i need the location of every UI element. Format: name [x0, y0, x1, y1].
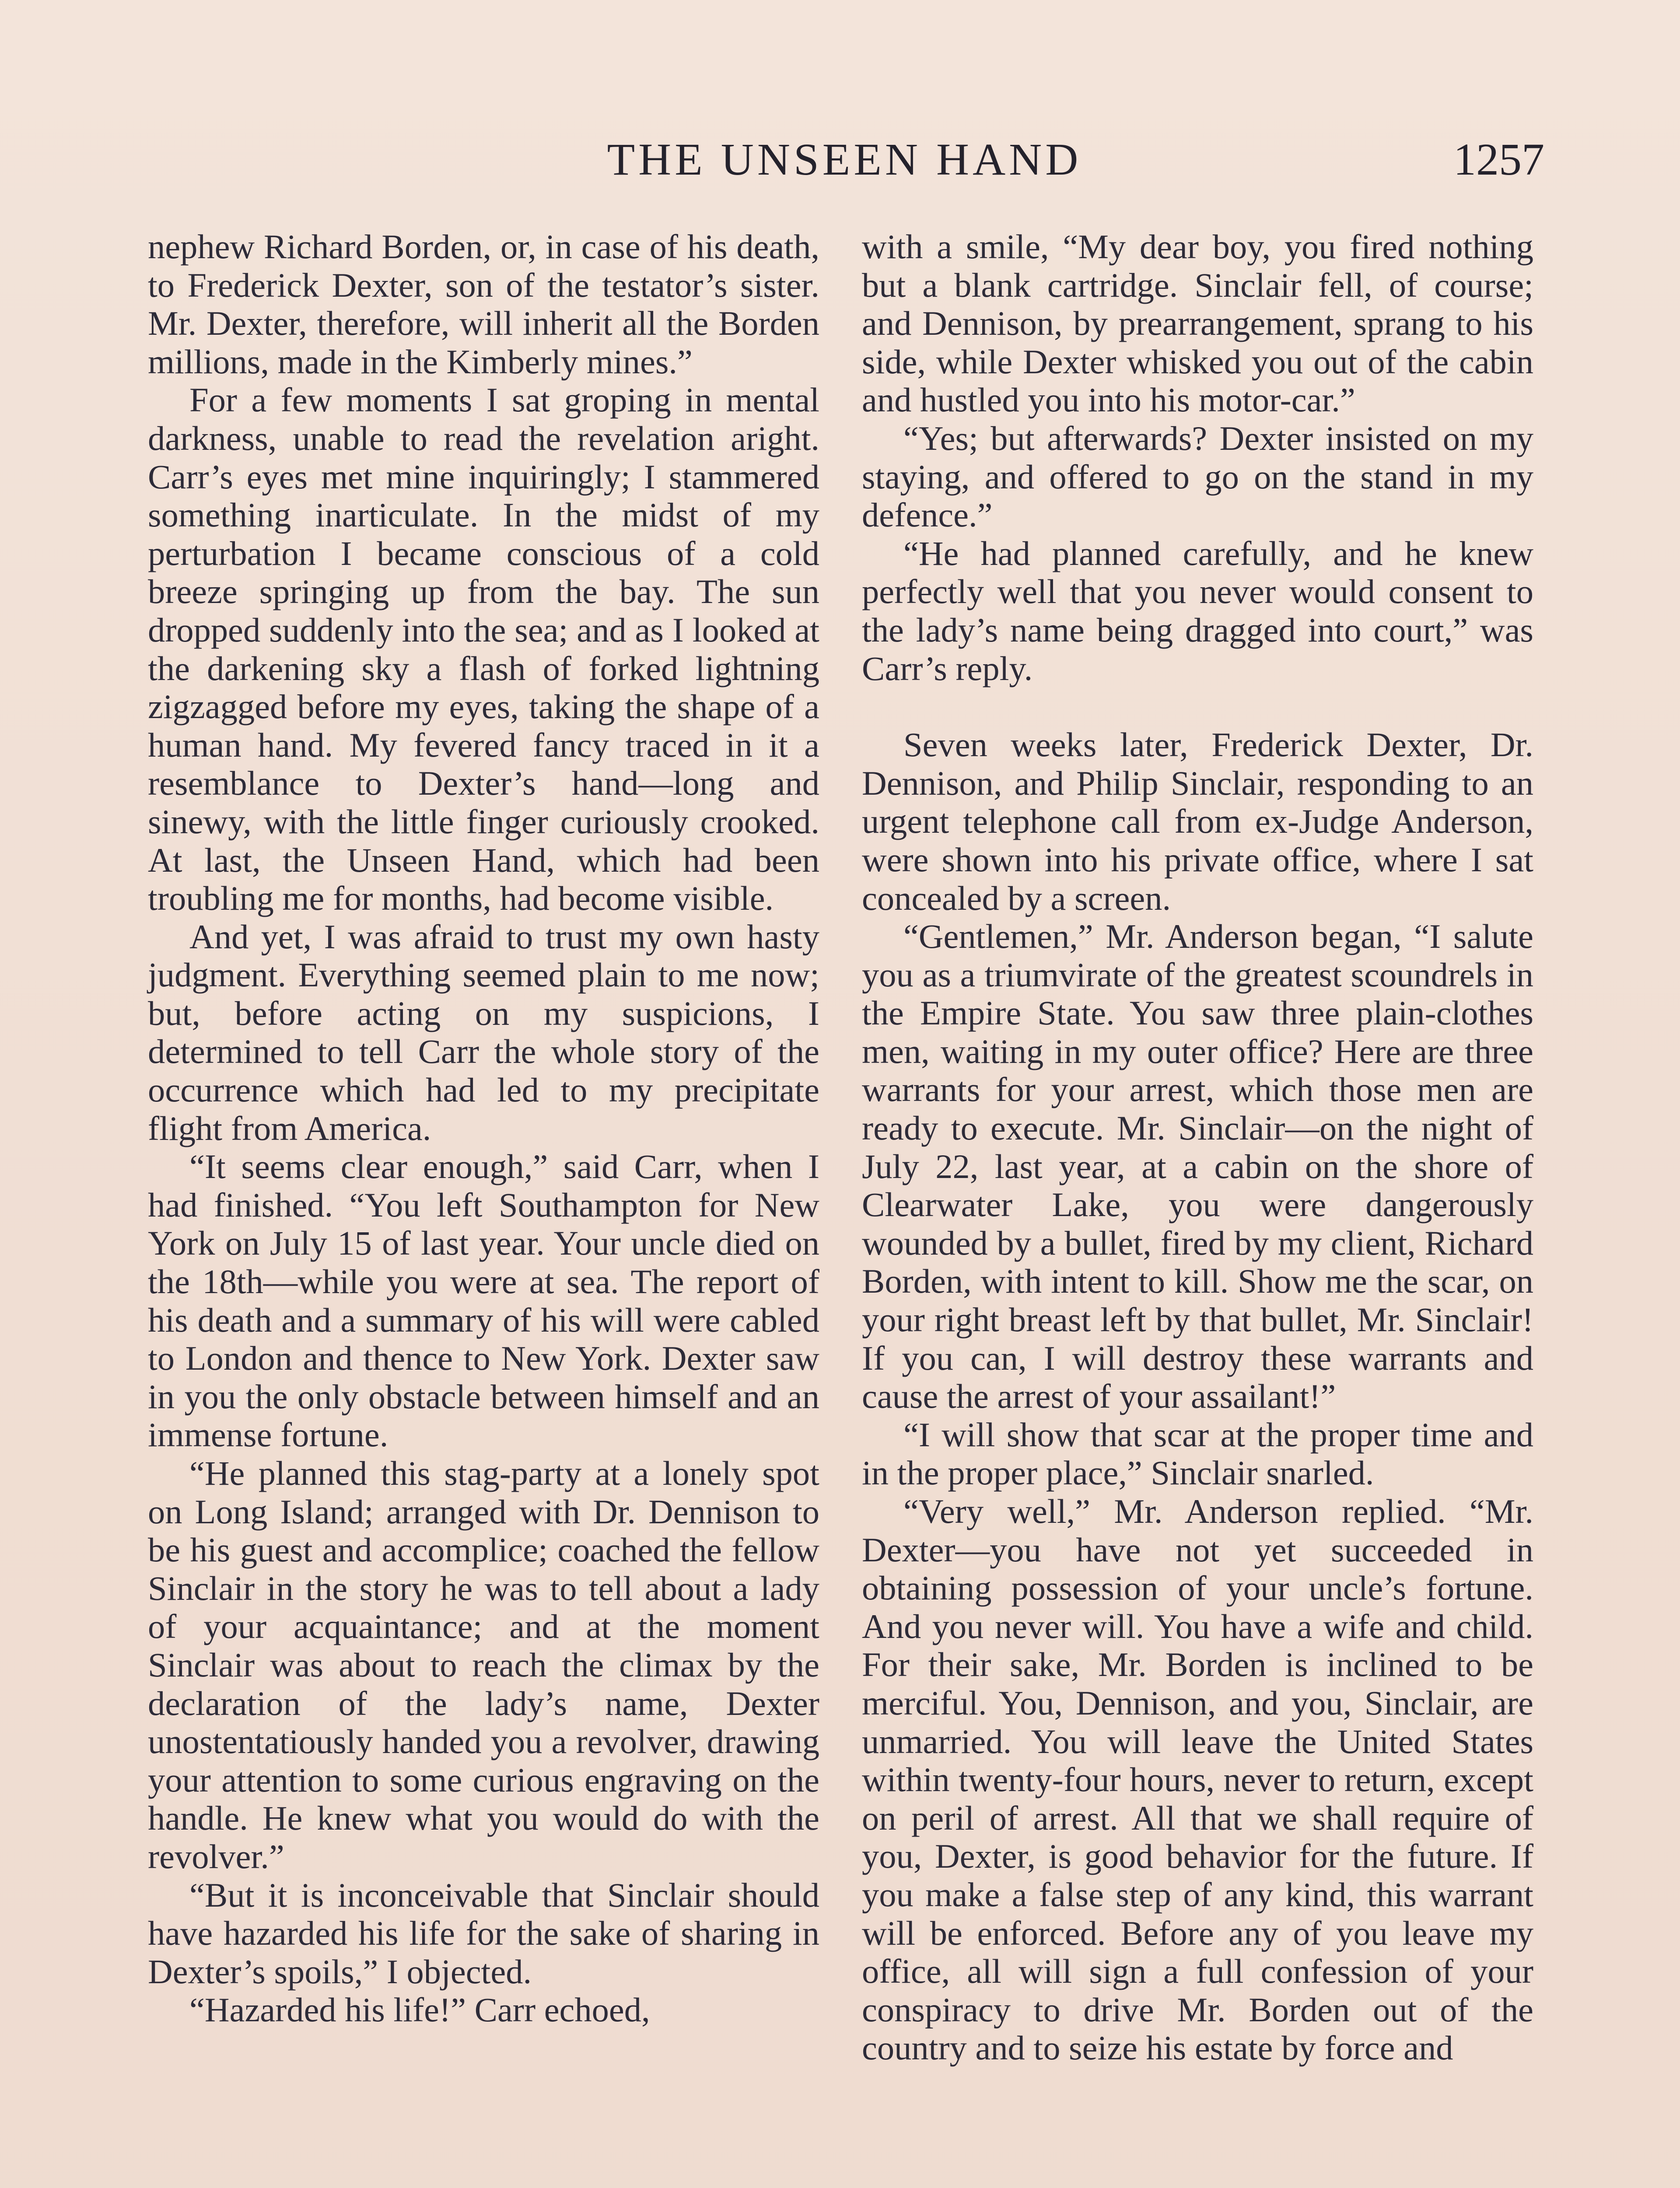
page-number: 1257	[1453, 134, 1544, 185]
paragraph: with a smile, “My dear boy, you fired nothing but a blank cartridge. Sinclair fell, of course; and Dennison, by prearrangement, sprang to his side, while Dexter whisked you out of the cabin and hustled you into his motor-car.”	[862, 228, 1533, 419]
running-head	[144, 131, 1544, 188]
paragraph: Seven weeks later, Frederick Dexter, Dr. Dennison, and Philip Sinclair, responding to an urgent telephone call from ex-Judge Anderson, were shown into his private office, where I sat concealed by a screen.	[862, 726, 1533, 917]
paragraph: “It seems clear enough,” said Carr, when I had finished. “You left Southampton for New York on July 15 of last year. Your uncle died on the 18th—while you were at sea. The report of his death and a summary of his will were cabled to London and thence to New York. Dexter saw in you the only obstacle between himself and an immense fortune.	[148, 1147, 819, 1454]
paragraph: “He planned this stag-party at a lonely spot on Long Island; arranged with Dr. Dennison to be his guest and accomplice; coached the fellow Sinclair in the story he was to tell about a lady of your acquaintance; and at the moment Sinclair was about to reach the climax by the declaration of the lady’s name, Dexter unostentatiously handed you a revolver, drawing your attention to some curious engraving on the handle. He knew what you would do with the revolver.”	[148, 1454, 819, 1876]
paragraph: “Hazarded his life!” Carr echoed,	[189, 1991, 650, 2029]
right-column	[862, 228, 1533, 2067]
paragraph: “But it is inconceivable that Sinclair should have hazarded his life for the sake of sharing in Dexter’s spoils,” I objected.	[148, 1876, 819, 1991]
paragraph: “Gentlemen,” Mr. Anderson began, “I salute you as a triumvirate of the greatest scoundrels in the Empire State. You saw three plain-clothes men, waiting in my outer office? Here are three warrants for your arrest, which those men are ready to execute. Mr. Sinclair—on the night of July 22, last year, at a cabin on the shore of Clearwater Lake, you were dangerously wounded by a bullet, fired by my client, Richard Borden, with intent to kill. Show me the scar, on your right breast left by that bullet, Mr. Sinclair! If you can, I will destroy these warrants and cause the arrest of your assailant!”	[862, 917, 1533, 1416]
page-title: THE UNSEEN HAND	[607, 134, 1082, 185]
paragraph: And yet, I was afraid to trust my own hasty judgment. Everything seemed plain to me now; but, before acting on my suspicions, I determined to tell Carr the whole story of the occurrence which had led to my precipitate flight from America.	[148, 917, 819, 1147]
paragraph: “He had planned carefully, and he knew perfectly well that you never would consent to the lady’s name being dragged into court,” was Carr’s reply.	[862, 534, 1533, 687]
left-column	[148, 228, 819, 2029]
paragraph: nephew Richard Borden, or, in case of his death, to Frederick Dexter, son of the testator’s sister. Mr. Dexter, therefore, will inherit all the Borden millions, made in the Kimberly mines.”	[148, 228, 819, 381]
paragraph: “Yes; but afterwards? Dexter insisted on my staying, and offered to go on the stand in my defence.”	[862, 419, 1533, 534]
paragraph: For a few moments I sat groping in mental darkness, unable to read the revelation aright. Carr’s eyes met mine inquiringly; I stammered something inarticulate. In the midst of my perturbation I became conscious of a cold breeze springing up from the bay. The sun dropped suddenly into the sea; and as I looked at the darkening sky a flash of forked lightning zigzagged before my eyes, taking the shape of a human hand. My fevered fancy traced in it a resemblance to Dexter’s hand—long and sinewy, with the little finger curiously crooked. At last, the Unseen Hand, which had been troubling me for months, had become visible.	[148, 381, 819, 918]
paragraph: “I will show that scar at the proper time and in the proper place,” Sinclair snarled.	[862, 1415, 1533, 1492]
paragraph: “Very well,” Mr. Anderson replied. “Mr. Dexter—you have not yet succeeded in obtaining possession of your uncle’s fortune. And you never will. You have a wife and child. For their sake, Mr. Borden is inclined to be merciful. You, Dennison, and you, Sinclair, are unmarried. You will leave the United States within twenty-four hours, never to return, except on peril of arrest. All that we shall require of you, Dexter, is good behavior for the future. If you make a false step of any kind, this warrant will be enforced. Before any of you leave my office, all will sign a full confession of your conspiracy to drive Mr. Borden out of the country and to seize his estate by force and	[862, 1492, 1533, 2067]
